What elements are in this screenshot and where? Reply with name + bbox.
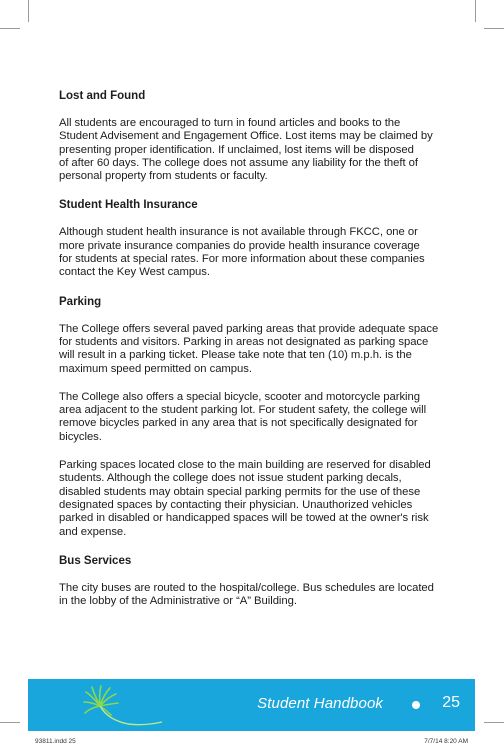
paragraph-line: The College offers several paved parking areas that provide adequate space [59,322,439,335]
crop-mark-bottom-right-h [484,722,504,723]
paragraph-line: presenting proper identification. If unclaimed, lost items will be disposed [59,143,414,156]
body-paragraph [59,117,451,183]
paragraph-line: maximum speed permitted on campus. [59,362,252,375]
paragraph-line: Parking spaces located close to the main building are reserved for disabled [59,459,431,472]
paragraph-line: The city buses are routed to the hospital/college. Bus schedules are located [59,581,434,594]
paragraph-line: bicycles. [59,430,102,443]
section-heading: Student Health Insurance [59,199,198,212]
body-paragraph [59,582,451,609]
body-paragraph [59,226,451,279]
paragraph-line: of after 60 days. The college does not assume any liability for the theft of [59,156,418,169]
crop-mark-bottom-left-h [0,722,20,723]
footer-band [28,679,475,731]
paragraph-line: designated spaces by contacting their physician. Unauthorized vehicles [59,498,413,511]
section-heading: Lost and Found [59,90,146,102]
paragraph-line: disabled students may obtain special parking permits for the use of these [59,485,421,498]
paragraph-line: personal property from students or faculty. [59,170,268,183]
footer-bullet-dot [412,701,420,709]
paragraph-line: will result in a parking ticket. Please take note that ten (10) m.p.h. is the [59,349,412,362]
crop-mark-top-right [475,0,476,22]
section-heading: Bus Services [59,554,132,567]
paragraph-line: Student Advisement and Engagement Office. Lost items may be claimed by [59,130,433,143]
footer-title: Student Handbook [257,695,383,712]
paragraph-line: students. Although the college does not issue student parking decals, [59,472,402,485]
body-paragraph [59,323,451,376]
paragraph-line: contact the Key West campus. [59,266,210,279]
section-heading: Parking [59,295,102,308]
paragraph-line: in the lobby of the Administrative or “A” Building. [59,595,297,608]
paragraph-line: and expense. [59,525,127,538]
print-slug-file: 93811.indd 25 [35,738,76,745]
print-slug-timestamp: 7/7/14 8:20 AM [424,738,468,745]
palm-tree-icon [82,684,164,728]
page-number: 25 [442,694,460,711]
paragraph-line: for students at special rates. For more information about these companies [59,253,425,266]
paragraph-line: more private insurance companies do provide health insurance coverage [59,239,420,252]
paragraph-line: The College also offers a special bicycle, scooter and motorcycle parking [59,390,420,403]
body-paragraph [59,459,451,539]
crop-mark-top-left-h [0,28,20,29]
paragraph-line: parked in disabled or handicapped spaces will be towed at the owner's risk [59,512,429,525]
paragraph-line: All students are encouraged to turn in found articles and books to the [59,117,401,129]
paragraph-line: Although student health insurance is not available through FKCC, one or [59,226,418,239]
paragraph-line: for students and visitors. Parking in areas not designated as parking space [59,335,429,348]
body-paragraph [59,391,451,444]
crop-mark-top-left [28,0,29,22]
crop-mark-top-right-h [484,28,504,29]
paragraph-line: remove bicycles parked in any area that is not specifically designated for [59,417,418,430]
handbook-content [59,89,451,623]
paragraph-line: area adjacent to the student parking lot. For student safety, the college will [59,404,427,417]
